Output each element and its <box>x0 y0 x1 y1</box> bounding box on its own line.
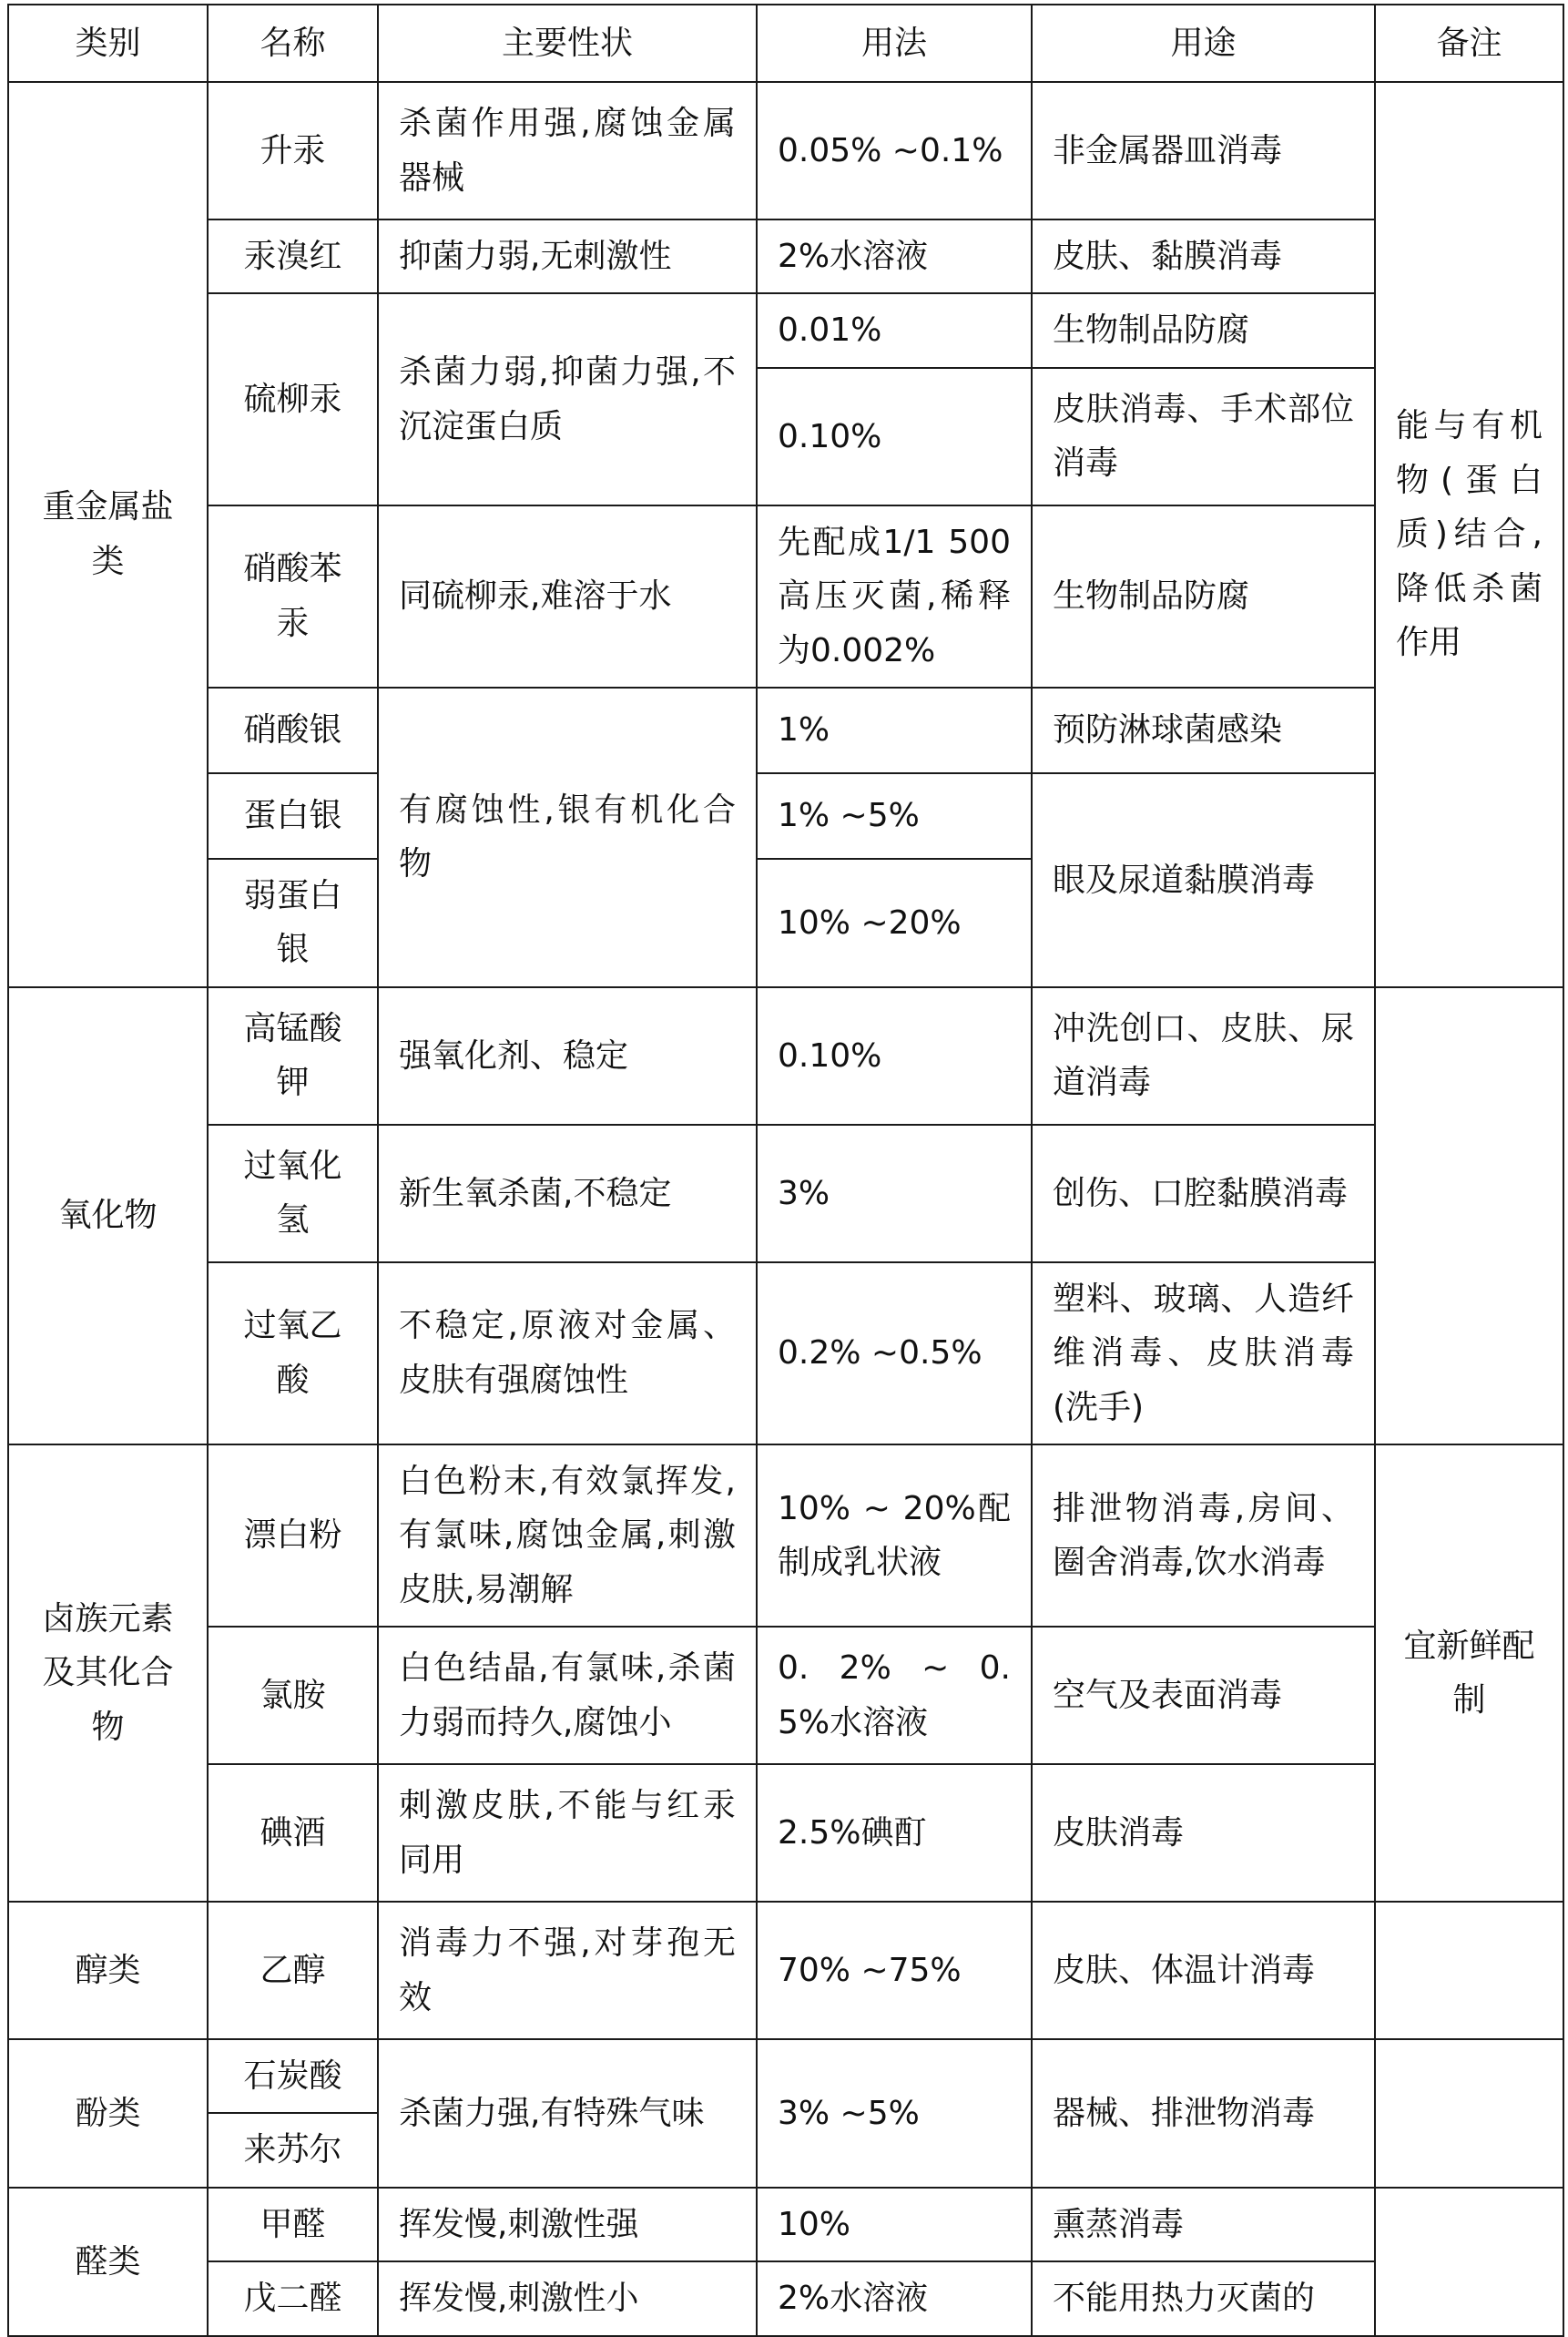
disinfectant-table <box>7 4 1564 2337</box>
note-cell <box>1375 2039 1563 2188</box>
name-cell: 蛋白银 <box>208 773 378 859</box>
usage-cell: 1% ~5% <box>757 773 1032 859</box>
category-cell: 醇类 <box>8 1902 208 2039</box>
header-name: 名称 <box>208 5 378 82</box>
name-cell: 过氧化氢 <box>208 1125 378 1262</box>
property-cell: 同硫柳汞,难溶于水 <box>378 505 757 688</box>
purpose-cell: 非金属器皿消毒 <box>1032 82 1375 219</box>
purpose-cell: 冲洗创口、皮肤、尿道消毒 <box>1032 987 1375 1125</box>
name-cell: 过氧乙酸 <box>208 1262 378 1444</box>
note-cell: 能与有机物(蛋白质)结合,降低杀菌作用 <box>1375 82 1563 987</box>
name-cell: 碘酒 <box>208 1764 378 1902</box>
header-purpose: 用途 <box>1032 5 1375 82</box>
usage-cell: 0.01% <box>757 293 1032 367</box>
table-row <box>8 688 1563 773</box>
name-cell: 甲醛 <box>208 2188 378 2261</box>
table-row <box>8 1764 1563 1902</box>
note-cell <box>1375 2188 1563 2336</box>
table-row <box>8 2188 1563 2261</box>
usage-cell: 2%水溶液 <box>757 2261 1032 2335</box>
name-cell: 硝酸银 <box>208 688 378 773</box>
property-cell: 新生氧杀菌,不稳定 <box>378 1125 757 1262</box>
name-cell: 高锰酸钾 <box>208 987 378 1125</box>
table-row <box>8 2039 1563 2113</box>
property-cell: 消毒力不强,对芽孢无效 <box>378 1902 757 2039</box>
usage-cell: 10% ~20% <box>757 859 1032 987</box>
purpose-cell: 皮肤、体温计消毒 <box>1032 1902 1375 2039</box>
purpose-cell: 生物制品防腐 <box>1032 505 1375 688</box>
header-category: 类别 <box>8 5 208 82</box>
name-cell: 氯胺 <box>208 1627 378 1764</box>
table-row <box>8 293 1563 367</box>
category-cell: 醛类 <box>8 2188 208 2336</box>
usage-cell: 10% ~ 20%配制成乳状液 <box>757 1444 1032 1627</box>
property-cell: 抑菌力弱,无刺激性 <box>378 219 757 293</box>
property-cell: 杀菌作用强,腐蚀金属器械 <box>378 82 757 219</box>
name-cell: 汞溴红 <box>208 219 378 293</box>
name-cell: 乙醇 <box>208 1902 378 2039</box>
table-row <box>8 219 1563 293</box>
category-cell: 酚类 <box>8 2039 208 2188</box>
category-cell: 氧化物 <box>8 987 208 1444</box>
note-cell <box>1375 1902 1563 2039</box>
property-cell: 白色粉末,有效氯挥发,有氯味,腐蚀金属,刺激皮肤,易潮解 <box>378 1444 757 1627</box>
table-row <box>8 773 1563 859</box>
name-cell: 弱蛋白银 <box>208 859 378 987</box>
usage-cell: 0.10% <box>757 987 1032 1125</box>
purpose-cell: 排泄物消毒,房间、圈舍消毒,饮水消毒 <box>1032 1444 1375 1627</box>
table-row <box>8 1444 1563 1627</box>
usage-cell: 3% ~5% <box>757 2039 1032 2188</box>
purpose-cell: 皮肤消毒 <box>1032 1764 1375 1902</box>
property-cell: 挥发慢,刺激性小 <box>378 2261 757 2335</box>
purpose-cell: 皮肤、黏膜消毒 <box>1032 219 1375 293</box>
name-cell: 漂白粉 <box>208 1444 378 1627</box>
property-cell: 有腐蚀性,银有机化合物 <box>378 688 757 987</box>
usage-cell: 3% <box>757 1125 1032 1262</box>
name-cell: 戊二醛 <box>208 2261 378 2335</box>
category-cell: 重金属盐类 <box>8 82 208 987</box>
purpose-cell: 预防淋球菌感染 <box>1032 688 1375 773</box>
usage-cell: 1% <box>757 688 1032 773</box>
header-row <box>8 5 1563 82</box>
name-cell: 石炭酸 <box>208 2039 378 2113</box>
property-cell: 杀菌力强,有特殊气味 <box>378 2039 757 2188</box>
name-cell: 硝酸苯汞 <box>208 505 378 688</box>
usage-cell: 0.10% <box>757 368 1032 505</box>
purpose-cell: 器械、排泄物消毒 <box>1032 2039 1375 2188</box>
note-cell <box>1375 987 1563 1444</box>
property-cell: 挥发慢,刺激性强 <box>378 2188 757 2261</box>
purpose-cell: 塑料、玻璃、人造纤维消毒、皮肤消毒(洗手) <box>1032 1262 1375 1444</box>
usage-cell: 0. 2% ~ 0. 5%水溶液 <box>757 1627 1032 1764</box>
purpose-cell: 不能用热力灭菌的 <box>1032 2261 1375 2335</box>
purpose-cell: 熏蒸消毒 <box>1032 2188 1375 2261</box>
usage-cell: 0.2% ~0.5% <box>757 1262 1032 1444</box>
purpose-cell: 眼及尿道黏膜消毒 <box>1032 773 1375 987</box>
usage-cell: 70% ~75% <box>757 1902 1032 2039</box>
table-row <box>8 987 1563 1125</box>
usage-cell: 2%水溶液 <box>757 219 1032 293</box>
purpose-cell: 皮肤消毒、手术部位消毒 <box>1032 368 1375 505</box>
purpose-cell: 生物制品防腐 <box>1032 293 1375 367</box>
usage-cell: 2.5%碘酊 <box>757 1764 1032 1902</box>
note-cell: 宜新鲜配制 <box>1375 1444 1563 1902</box>
table-row <box>8 1627 1563 1764</box>
property-cell: 白色结晶,有氯味,杀菌力弱而持久,腐蚀小 <box>378 1627 757 1764</box>
header-usage: 用法 <box>757 5 1032 82</box>
table-row <box>8 1902 1563 2039</box>
table-row <box>8 2261 1563 2335</box>
name-cell: 硫柳汞 <box>208 293 378 505</box>
property-cell: 杀菌力弱,抑菌力强,不沉淀蛋白质 <box>378 293 757 505</box>
purpose-cell: 创伤、口腔黏膜消毒 <box>1032 1125 1375 1262</box>
usage-cell: 10% <box>757 2188 1032 2261</box>
purpose-cell: 空气及表面消毒 <box>1032 1627 1375 1764</box>
table-row <box>8 1125 1563 1262</box>
property-cell: 不稳定,原液对金属、皮肤有强腐蚀性 <box>378 1262 757 1444</box>
property-cell: 强氧化剂、稳定 <box>378 987 757 1125</box>
header-note: 备注 <box>1375 5 1563 82</box>
category-cell: 卤族元素及其化合物 <box>8 1444 208 1902</box>
usage-cell: 0.05% ~0.1% <box>757 82 1032 219</box>
table-row <box>8 1262 1563 1444</box>
name-cell: 升汞 <box>208 82 378 219</box>
name-cell: 来苏尔 <box>208 2113 378 2187</box>
property-cell: 刺激皮肤,不能与红汞同用 <box>378 1764 757 1902</box>
header-property: 主要性状 <box>378 5 757 82</box>
table-row <box>8 82 1563 219</box>
table-row <box>8 505 1563 688</box>
usage-cell: 先配成1/1 500高压灭菌,稀释为0.002% <box>757 505 1032 688</box>
